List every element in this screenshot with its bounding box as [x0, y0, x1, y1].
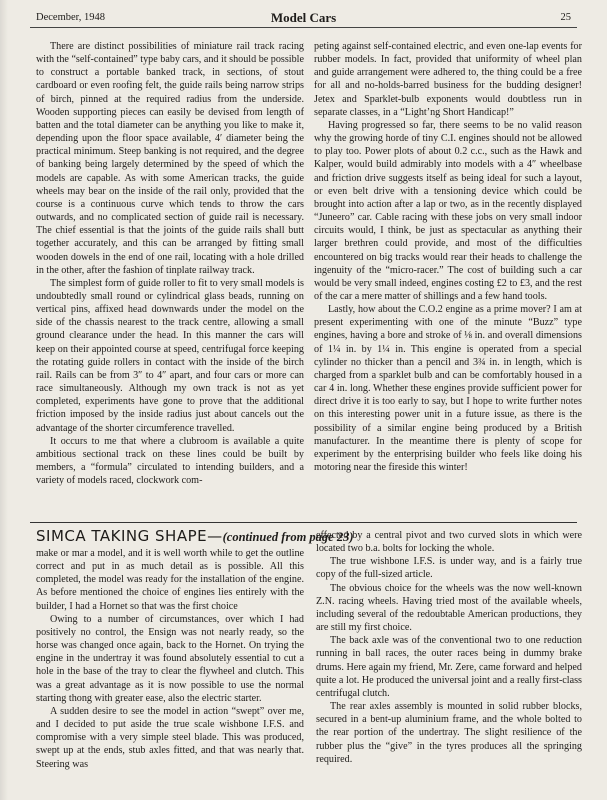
paragraph: make or mar a model, and it is well worth while to get the outline correct and put in as much detail as is possible. All this completed, the model was ready for the installation of the engine. As before mentioned the choice of engines lies entirely with the builder, I had a Hornet so that was the first choice — [36, 548, 304, 612]
paragraph: peting against self-contained electric, and even one-lap events for rubber models. In fact, provided that uniformity of wheel plan and guide arrangement were adhered to, the thing could be a free for all and no-holds-barred business for the budding designer! Jetex and Sparklet-bulb exponents would doubtless run in separate classes, in a “Light’ng Short Handicap!” — [314, 41, 582, 118]
paragraph: Owing to a number of circumstances, over which I had positively no control, the Ensign was not nearly ready, so the horse was changed once again, back to the Hornet. On trying the engine in the undertray it was found absolutely essential to cut a hole in the base of the tray to clear the flywheel and clutch. This was a great advantage as it is now possible to use the normal starting thong with greater ease, also the electric starter. — [36, 613, 304, 704]
paragraph: The simplest form of guide roller to fit to very small models is undoubtedly small round or cylindrical glass beads, running on vertical pins, affixed head downwards under the model on the side of the chassis nearest to the track centre, allowing a small ground clearance under the head. In this manner the cars will keep on their appointed course at speed, centrifugal force keeping the rotating guide rollers in contact with the inside of the birch rail. Rails can be from 3″ to 4″ apart, and four cars or more can race simultaneously. Although my own track is not as yet completed, experiments have gone to prove that the additional friction imposed by the inside radius just about cancels out the advantage of the shorter circumference travelled. — [36, 277, 304, 434]
article-column-top-right — [314, 40, 582, 494]
article-column-top-left — [36, 40, 304, 494]
paragraph: It occurs to me that where a clubroom is available a quite ambitious sectional track on these lines could be built by members, a “formula” circulated to intending builders, and a variety of models raced, clockwork com- — [36, 435, 304, 487]
header-rule — [30, 27, 577, 28]
paragraph: The rear axles assembly is mounted in solid rubber blocks, secured in a bent-up aluminium frame, and the whole bolted to the rear portion of the undertray. The slight resilience of the rubber plus the “give” in the tyres produces all the springing required. — [316, 701, 582, 765]
page-number: 25 — [560, 12, 571, 23]
section-title: SIMCA TAKING SHAPE— — [36, 527, 223, 545]
paragraph: effected by a central pivot and two curved slots in which were located two b.a. bolts for locking the whole. — [316, 530, 582, 555]
paragraph: A sudden desire to see the model in action “swept” over me, and I decided to put aside the true scale wishbone I.F.S. and compromise with a very simple steel blade. This was produced, swept up at the ends, stub axles fitted, and that was nearly that. Steering was — [36, 705, 304, 770]
paragraph: The back axle was of the conventional two to one reduction running in ball races, the outer races being in dummy brake drums. Here again my friend, Mr. Zere, came forward and helped quite a lot. He produced the universal joint and a really first-class centrifugal clutch. — [316, 635, 582, 699]
article-column-bottom-left — [36, 547, 304, 793]
paragraph: There are distinct possibilities of miniature rail track racing with the “self-contained” type baby cars, and it should be possible to construct a portable banked track, in sections, of stout cardboard or even roofing felt, the guide rails being narrow strips of birch, pinned at the required radius from the underside. Wooden supporting pieces can easily be devised from length of batten and the total diameter can be anything you like to make it, depending upon the floor space available, 4′ diameter being the practical minimum. Steep banking is not required, and the degree of banking being largely determined by the speed of which the models are capable. As with some American tracks, the guide wheels may bear on the inside of the rail only, provided that the course is a continuous curve which tends to throw the cars outwards, and no complicated section of guide rail is necessary. The chief essential is that the joints of the guide rails shall butt together accurately, and this can be arranged by fitting small wooden dowels in the end of one rail, locating with a hole drilled in the other, after the fashion of tinplate railway track. — [36, 41, 304, 276]
paragraph: The true wishbone I.F.S. is under way, and is a fairly true copy of the full-sized article. — [316, 556, 582, 581]
paragraph: The obvious choice for the wheels was the now well-known Z.N. racing wheels. Having tried most of the available wheels, including several of the redoubtable American productions, they are still my first choice. — [316, 582, 582, 634]
continued-note: (continued from page 23) — [222, 530, 354, 544]
page-header — [36, 10, 571, 26]
article-column-bottom-right — [316, 529, 582, 793]
paragraph: Having progressed so far, there seems to be no valid reason why the growing horde of tiny C.I. engines should not be allowed to play too. Power plots of about 0.2 c.c., such as the Hawk and Kalper, would build admirably into models with a 4″ wheelbase and friction drive suggests itself as being ideal for such a layout, or even belt drive with a tensioning device which could be brought into action after a lap or two, as in the recently displayed “Juneero” car. Cable racing with these jobs on very small indoor circuits would, I think, be just as spectacular as anything their larger brethren could provide, and most of the difficulties encountered on big tracks would rear their heads to challenge the ingenuity of the “micro-racer.” The cost of building such a car would be very small indeed, engines costing £2 to £3, and the rest of the car a mere matter of shillings and a few hand tools. — [314, 119, 582, 302]
paragraph: Lastly, how about the C.O.2 engine as a prime mover? I am at present experimenting with one of the minute “Buzz” type engines, having a bore and stroke of ⅛ in. and overall dimensions of 1¼ in. by 1¼ in. This engine is operated from a special cylinder no thicker than a pencil and 3¾ in. in length, which is charged from a sparklet bulb and can be comfortably housed in a car 4 in. long. Whether these engines provide sufficient power for direct drive it is too early to say, but I hope to write further notes on this interesting power unit in a future issue, as there is the possibility of a similar engine being produced by a British manufacturer. In the meantime there is plenty of scope for experiment by the enterprising builder who feels like doing his motoring near the fireside this winter! — [314, 304, 582, 473]
issue-date: December, 1948 — [36, 12, 105, 23]
page-edge-shadow — [0, 0, 8, 800]
section-divider — [30, 522, 577, 523]
magazine-title: Model Cars — [270, 10, 337, 25]
